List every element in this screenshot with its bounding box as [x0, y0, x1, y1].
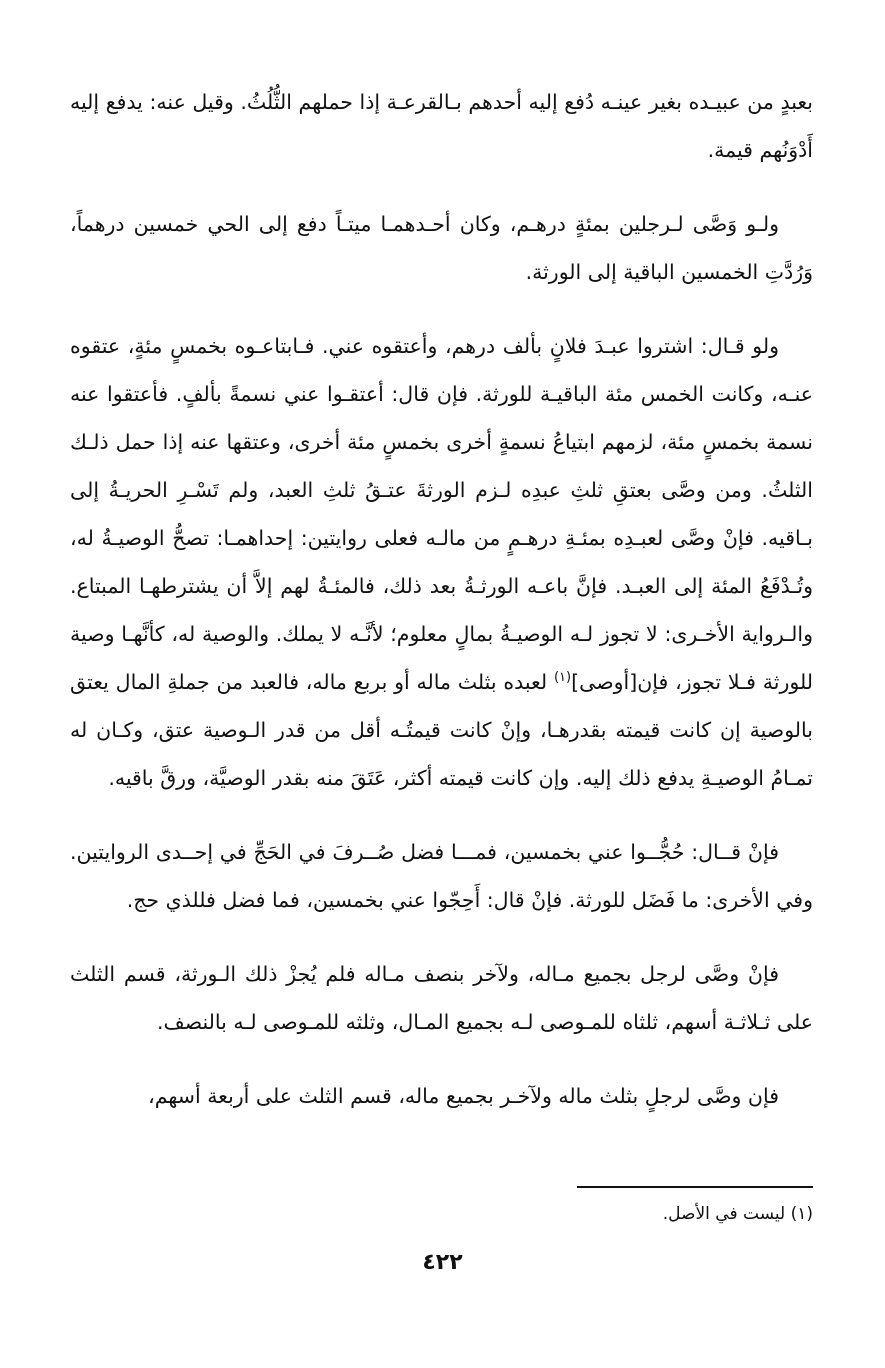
page-number: ٤٢٢ — [422, 1250, 463, 1275]
footnote — [313, 1200, 813, 1228]
page-body — [70, 78, 813, 1146]
paragraph-text-after-note: لعبده بثلث ماله أو بربع ماله، فالعبد من جملةِ المال يعتق بالوصية إن كانت قيمته بقدرهـا، وإنْ كانت قيمتُـه أقل من قدر الـوصية عتق، وكـان له تمـامُ الوصيـةِ يدفع ذلك إليه. وإن كانت قيمته أكثر، عَتَقَ منه بقدر الوصيَّة، ورقَّ باقيه. — [70, 670, 813, 790]
paragraph-4 — [70, 828, 813, 924]
paragraph-5 — [70, 950, 813, 1046]
paragraph-text: بعبدٍ من عبيـده بغير عينـه دُفع إليه أحدهم بـالقرعـة إذا حملهم الثُّلُثُ. وقيل عنه: يدفع إليه أَدْوَنُهم قيمة. — [70, 90, 813, 162]
paragraph-2 — [70, 200, 813, 296]
paragraph-text: ولـو وَصَّى لـرجلين بمئةٍ درهـم، وكان أحـدهمـا ميتـاً دفع إلى الحي خمسين درهماً، وَرُدَّتِ الخمسين الباقية إلى الورثة. — [70, 212, 813, 284]
paragraph-text-before-note: ولو قـال: اشتروا عبـدَ فلانٍ بألف درهم، وأعتقوه عني. فـابتاعـوه بخمسٍ مئةٍ، عتقوه عنـه، وكانت الخمس مئة الباقيـة للورثة. فإن قال: أعتقـوا عني نسمةً بألفٍ. فأعتقوا عنه نسمة بخمسٍ مئة، لزمهم ابتياعُ نسمةٍ أخرى بخمسٍ مئة أخرى، وعتقها عنه إذا حمل ذلـك الثلثُ. ومن وصَّى بعتقِ ثلثِ عبدِه لـزم الورثةَ عتـقُ ثلثِ العبد، ولم تَسْـرِ الحريـةُ إلى بـاقيه. فإنْ وصَّى لعبـدِه بمئـةِ درهـمٍ من مالـه فعلى روايتين: إحداهمـا: تصحُّ الوصيـةُ له، وتُـدْفَعُ المئة إلى العبـد. فإنَّ باعـه الورثـةُ بعد ذلك، فالمئـةُ لهم إلاَّ أن يشترطهـا المبتاع. والـرواية الأخـرى: لا تجوز لـه الوصيـةُ بمالٍ معلوم؛ لأنَّـه لا يملك. والوصية له، كأنَّهـا وصية للورثة فـلا تجوز، فإن[أوصى] — [70, 334, 813, 694]
footnote-marker: (١) — [553, 670, 572, 686]
paragraph-1 — [70, 78, 813, 174]
paragraph-text: فإنْ وصَّى لرجل بجميع مـاله، ولآخر بنصف مـاله فلم يُجزْ ذلك الـورثة، قسم الثلث على ثـلاثـة أسهم، ثلثاه للمـوصى لـه بجميع المـال، وثلثه للمـوصى لـه بالنصف. — [70, 962, 813, 1034]
paragraph-text: فإن وصَّى لرجلٍ بثلث ماله ولآخـر بجميع ماله، قسم الثلث على أربعة أسهم، — [148, 1084, 779, 1108]
footnote-text: (١) ليست في الأصل. — [662, 1204, 813, 1224]
paragraph-3 — [70, 322, 813, 802]
paragraph-text: فإنْ قــال: حُجُّــوا عني بخمسين، فمـــا فضل صُــرفَ في الحَجِّ في إحــدى الروايتين. وفي الأخرى: ما فَضَل للورثة. فإنْ قال: أَحِجّوا عني بخمسين، فما فضل فللذي حج. — [70, 840, 813, 912]
footnote-divider — [577, 1186, 813, 1188]
paragraph-6 — [70, 1072, 813, 1120]
